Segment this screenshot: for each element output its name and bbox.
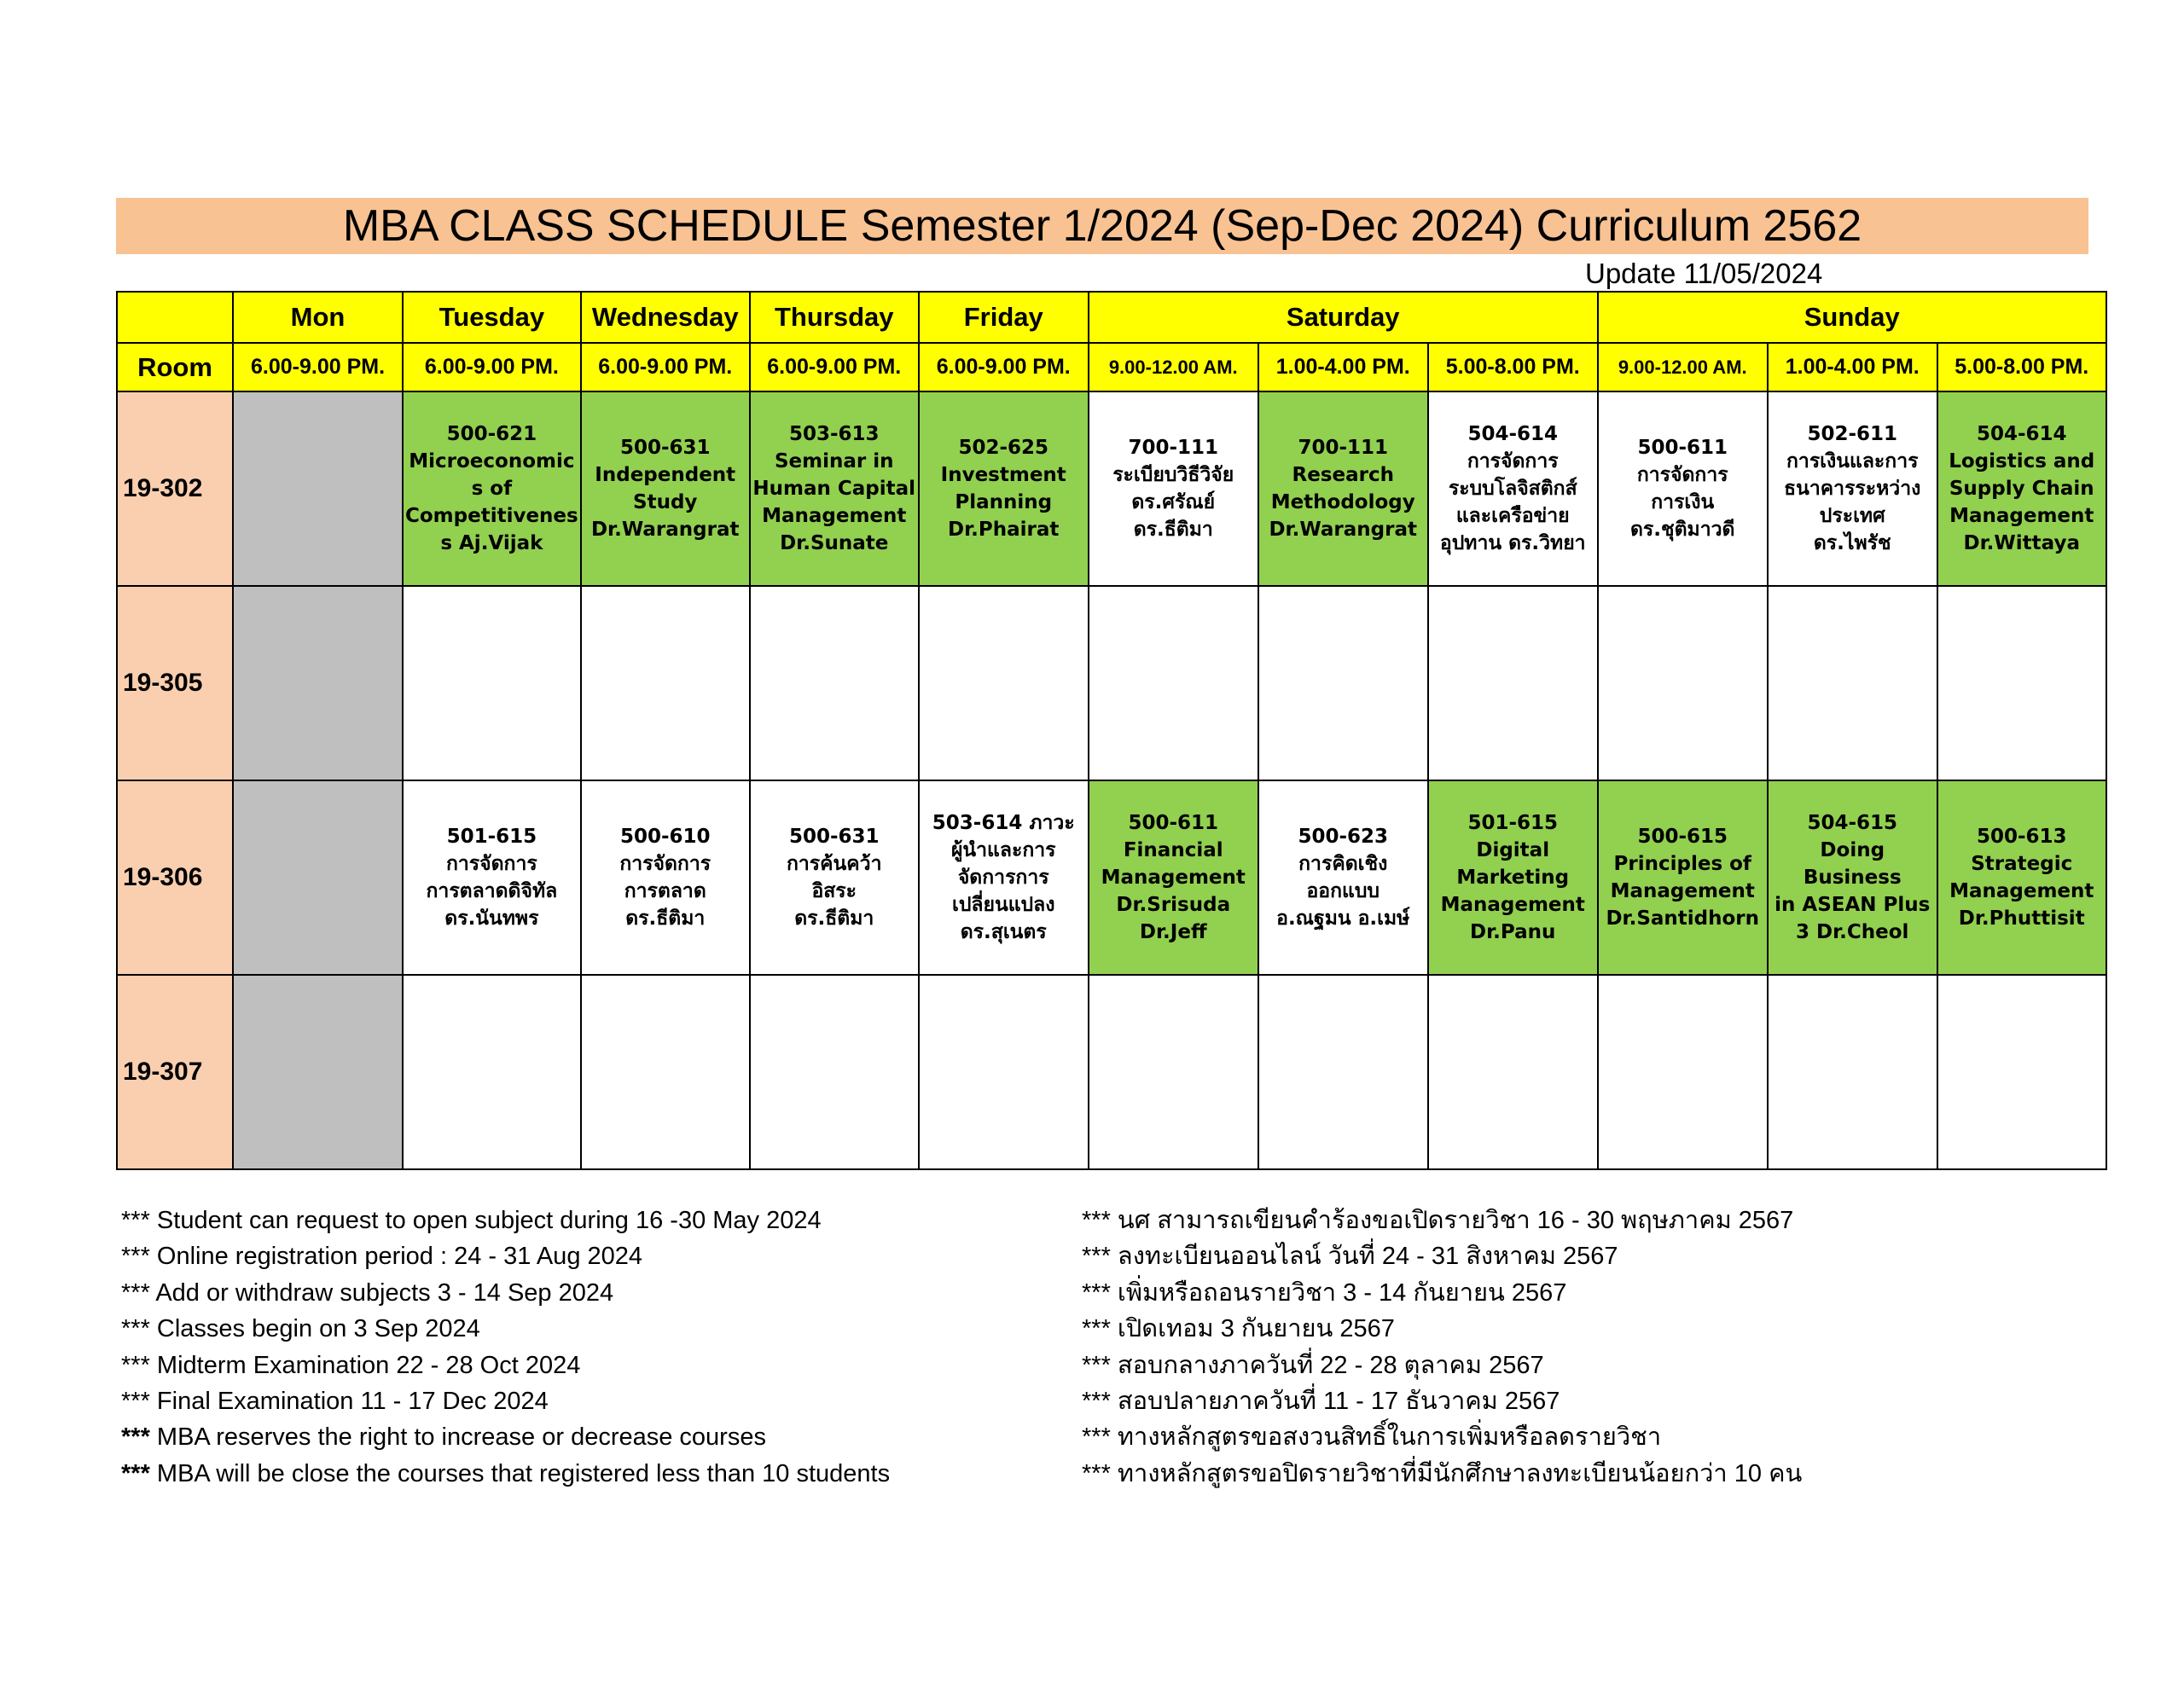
class-cell [581,391,750,586]
note-text: ทางหลักสูตรขอปิดรายวิชาที่มีนักศึกษาลงทะเบียนน้อยกว่า 10 คน [1110,1459,1803,1487]
empty-cell [581,975,750,1169]
note-text: เพิ่มหรือถอนรายวิชา 3 - 14 กันยายน 2567 [1110,1278,1567,1307]
class-text: 503-613 Seminar in Human Capital Management Dr.Sunate [752,423,916,554]
empty-cell [403,975,581,1169]
empty-cell [1258,975,1428,1169]
empty-cell [1258,586,1428,780]
note-stars: *** [1082,1243,1111,1271]
class-text: 500-631 การค้นคว้า อิสระ ดร.ธีติมา [786,826,882,930]
class-text: 501-615 Digital Marketing Management Dr.Panu [1440,812,1585,943]
empty-cell [1089,586,1258,780]
class-cell [1598,391,1768,586]
empty-cell [581,586,750,780]
note-line [1082,1456,1802,1492]
note-stars: *** [1082,1278,1111,1307]
day-header: Saturday [1089,292,1598,343]
class-text: 502-625 Investment Planning Dr.Phairat [940,437,1066,541]
day-header: Thursday [750,292,919,343]
class-text: 503-614 ภาวะ ผู้นำและการ จัดการการ เปลี่ยนแปลง ดร.สุเนตร [932,812,1075,943]
update-date: Update 11/05/2024 [1585,258,1823,289]
note-text: Final Examination 11 - 17 Dec 2024 [149,1388,549,1416]
note-line [1082,1348,1802,1383]
note-stars: *** [121,1351,150,1379]
note-text: Student can request to open subject during 16 -30 May 2024 [149,1207,822,1234]
day-header-row [117,292,2106,343]
note-stars: *** [1082,1351,1111,1379]
empty-cell [1937,586,2106,780]
note-text: นศ สามารถเขียนคำร้องขอเปิดรายวิชา 16 - 30 พฤษภาคม 2567 [1110,1207,1794,1234]
note-text: MBA reserves the right to increase or decrease courses [149,1423,766,1452]
note-line [121,1419,890,1455]
class-text: 501-615 การจัดการ การตลาดดิจิทัล ดร.นันทพร [426,826,558,930]
time-header-row [117,343,2106,391]
empty-cell [233,391,403,586]
note-stars: *** [1082,1207,1111,1234]
empty-cell [1768,975,1937,1169]
note-text: Add or withdraw subjects 3 - 14 Sep 2024 [149,1278,614,1307]
note-line [121,1238,890,1274]
note-stars: *** [121,1459,150,1487]
time-slot-header: 6.00-9.00 PM. [750,343,919,391]
notes-thai [1082,1203,1802,1492]
class-cell [1258,780,1428,975]
class-cell [1258,391,1428,586]
empty-cell [233,780,403,975]
class-text: 700-111 Research Methodology Dr.Warangrat [1269,437,1417,541]
class-text: 500-611 Financial Management Dr.Srisuda Dr.Jeff [1101,812,1246,943]
class-text: 500-610 การจัดการ การตลาด ดร.ธีติมา [619,826,712,930]
note-stars: *** [121,1315,150,1343]
room-row [117,586,2106,780]
time-slot-header: 6.00-9.00 PM. [403,343,581,391]
note-stars: *** [1082,1459,1111,1487]
note-line [1082,1311,1802,1347]
time-slot-header: 1.00-4.00 PM. [1768,343,1937,391]
note-stars: *** [121,1243,150,1271]
note-line [1082,1419,1802,1455]
class-cell [1768,780,1937,975]
empty-cell [1937,975,2106,1169]
class-text: 500-631 Independent Study Dr.Warangrat [590,437,740,541]
note-stars: *** [1082,1423,1111,1452]
class-cell [1089,391,1258,586]
empty-cell [1598,975,1768,1169]
note-text: Classes begin on 3 Sep 2024 [149,1315,480,1343]
room-row [117,780,2106,975]
empty-cell [919,975,1089,1169]
class-cell [403,391,581,586]
empty-cell [1089,975,1258,1169]
empty-cell [750,586,919,780]
time-slot-header: 5.00-8.00 PM. [1428,343,1598,391]
note-stars: *** [121,1207,150,1234]
note-text: สอบกลางภาควันที่ 22 - 28 ตุลาคม 2567 [1110,1351,1544,1379]
class-cell [1598,780,1768,975]
empty-cell [1428,975,1598,1169]
class-cell [403,780,581,975]
room-label: 19-307 [117,975,233,1169]
time-slot-header: 6.00-9.00 PM. [581,343,750,391]
note-stars: *** [121,1423,150,1452]
note-text: Midterm Examination 22 - 28 Oct 2024 [149,1351,581,1379]
class-text: 504-614 Logistics and Supply Chain Management Dr.Wittaya [1949,423,2095,554]
note-line [121,1456,890,1492]
schedule-title: MBA CLASS SCHEDULE Semester 1/2024 (Sep-Dec 2024) Curriculum 2562 [116,198,2088,254]
class-text: 700-111 ระเบียบวิธีวิจัย ดร.ศรัณย์ ดร.ธีติมา [1112,437,1234,541]
time-slot-header: 1.00-4.00 PM. [1258,343,1428,391]
class-cell [1428,391,1598,586]
day-header: Mon [233,292,403,343]
header-corner [117,292,233,343]
note-line [1082,1238,1802,1274]
note-stars: *** [1082,1388,1111,1416]
empty-cell [919,586,1089,780]
notes-english [121,1203,890,1492]
note-text: ลงทะเบียนออนไลน์ วันที่ 24 - 31 สิงหาคม 2567 [1110,1243,1618,1271]
empty-cell [1768,586,1937,780]
note-line [1082,1203,1802,1238]
note-text: สอบปลายภาควันที่ 11 - 17 ธันวาคม 2567 [1110,1388,1560,1416]
empty-cell [1598,586,1768,780]
schedule-table [116,291,2107,1170]
note-text: Online registration period : 24 - 31 Aug 2024 [149,1243,643,1271]
day-header: Tuesday [403,292,581,343]
note-line [121,1383,890,1419]
note-line [121,1203,890,1238]
room-row [117,975,2106,1169]
note-line [121,1348,890,1383]
class-cell [750,780,919,975]
room-label: 19-302 [117,391,233,586]
class-text: 502-611 การเงินและการ ธนาคารระหว่าง ประเทศ ดร.ไพรัช [1784,423,1921,554]
class-text: 500-615 Principles of Management Dr.Santidhorn [1606,826,1760,930]
empty-cell [233,975,403,1169]
time-slot-header: 6.00-9.00 PM. [919,343,1089,391]
note-stars: *** [121,1278,150,1307]
note-text: ทางหลักสูตรขอสงวนสิทธิ์ในการเพิ่มหรือลดรายวิชา [1110,1423,1662,1452]
day-header: Sunday [1598,292,2106,343]
class-text: 500-623 การคิดเชิง ออกแบบ อ.ณฐมน อ.เมษ์ [1276,826,1410,930]
note-line [1082,1383,1802,1419]
note-line [121,1311,890,1347]
class-cell [919,780,1089,975]
room-label: 19-305 [117,586,233,780]
class-cell [1937,391,2106,586]
room-row [117,391,2106,586]
class-cell [919,391,1089,586]
time-slot-header: 9.00-12.00 AM. [1598,343,1768,391]
time-slot-header: 9.00-12.00 AM. [1089,343,1258,391]
class-text: 500-621 Microeconomic s of Competitivenes s Aj.Vijak [405,423,578,554]
class-text: 500-613 Strategic Management Dr.Phuttisit [1949,826,2094,930]
class-text: 504-614 การจัดการ ระบบโลจิสติกส์ และเครือข่าย อุปทาน ดร.วิทยา [1439,423,1586,554]
room-column-header: Room [117,343,233,391]
time-slot-header: 6.00-9.00 PM. [233,343,403,391]
room-label: 19-306 [117,780,233,975]
class-cell [1768,391,1937,586]
class-cell [1428,780,1598,975]
class-cell [1089,780,1258,975]
day-header: Wednesday [581,292,750,343]
note-line [121,1275,890,1311]
class-text: 500-611 การจัดการ การเงิน ดร.ชุติมาวดี [1629,437,1735,541]
empty-cell [750,975,919,1169]
note-stars: *** [1082,1315,1111,1343]
empty-cell [233,586,403,780]
class-text: 504-615 Doing Business in ASEAN Plus 3 Dr.Cheol [1774,812,1931,943]
class-cell [750,391,919,586]
empty-cell [403,586,581,780]
note-text: เปิดเทอม 3 กันยายน 2567 [1110,1315,1395,1343]
empty-cell [1428,586,1598,780]
class-cell [581,780,750,975]
note-text: MBA will be close the courses that registered less than 10 students [149,1459,891,1487]
note-line [1082,1275,1802,1311]
time-slot-header: 5.00-8.00 PM. [1937,343,2106,391]
note-stars: *** [121,1388,150,1416]
day-header: Friday [919,292,1089,343]
class-cell [1937,780,2106,975]
